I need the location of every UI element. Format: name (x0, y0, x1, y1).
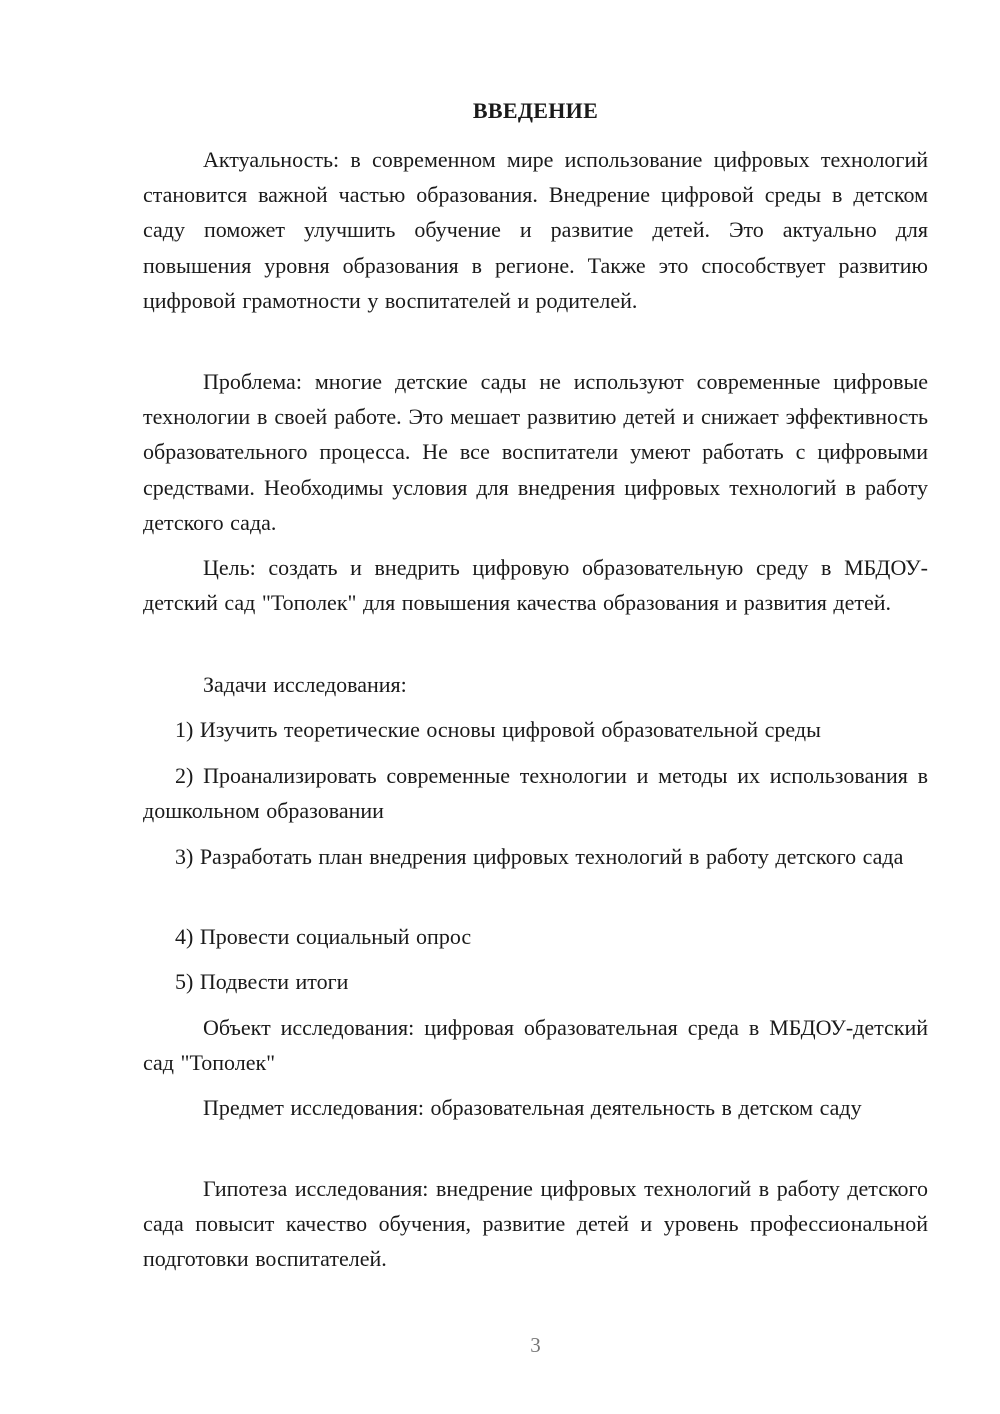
task-item-4: 4) Провести социальный опрос (175, 924, 472, 949)
paragraph-tasks-heading: Задачи исследования: (203, 672, 407, 697)
task-item-5: 5) Подвести итоги (175, 969, 349, 994)
page-number: 3 (530, 1333, 541, 1357)
paragraph-subject: Предмет исследования: образовательная деятельность в детском саду (203, 1095, 862, 1120)
task-item-3: 3) Разработать план внедрения цифровых технологий в работу детского сада (175, 844, 904, 869)
task-item-1: 1) Изучить теоретические основы цифровой образовательной среды (175, 717, 821, 742)
paragraph-object: Объект исследования: цифровая образовательная среда в МБДОУ-детский сад "Тополек" (143, 1015, 928, 1076)
page-title: ВВЕДЕНИЕ (472, 98, 599, 123)
paragraph-hypothesis: Гипотеза исследования: внедрение цифровых технологий в работу детского сада повысит качество обучения, развитие детей и уровень профессиональной подготовки воспитателей. (143, 1176, 928, 1272)
paragraph-problem: Проблема: многие детские сады не используют современные цифровые технологии в своей работе. Это мешает развитию детей и снижает эффективность образовательного процесса. Не все воспитатели умеют работать с цифровыми средствами. Необходимы условия для внедрения цифровых технологий в работу детского сада. (143, 369, 928, 535)
task-item-2: 2) Проанализировать современные технологии и методы их использования в дошкольном образовании (143, 763, 928, 824)
paragraph-goal: Цель: создать и внедрить цифровую образовательную среду в МБДОУ-детский сад "Тополек" для повышения качества образования и развития детей. (143, 555, 928, 616)
paragraph-relevance: Актуальность: в современном мире использование цифровых технологий становится важной частью образования. Внедрение цифровой среды в детском саду поможет улучшить обучение и развитие детей. Это актуально для повышения уровня образования в регионе. Также это способствует развитию цифровой грамотности у воспитателей и родителей. (143, 147, 928, 313)
